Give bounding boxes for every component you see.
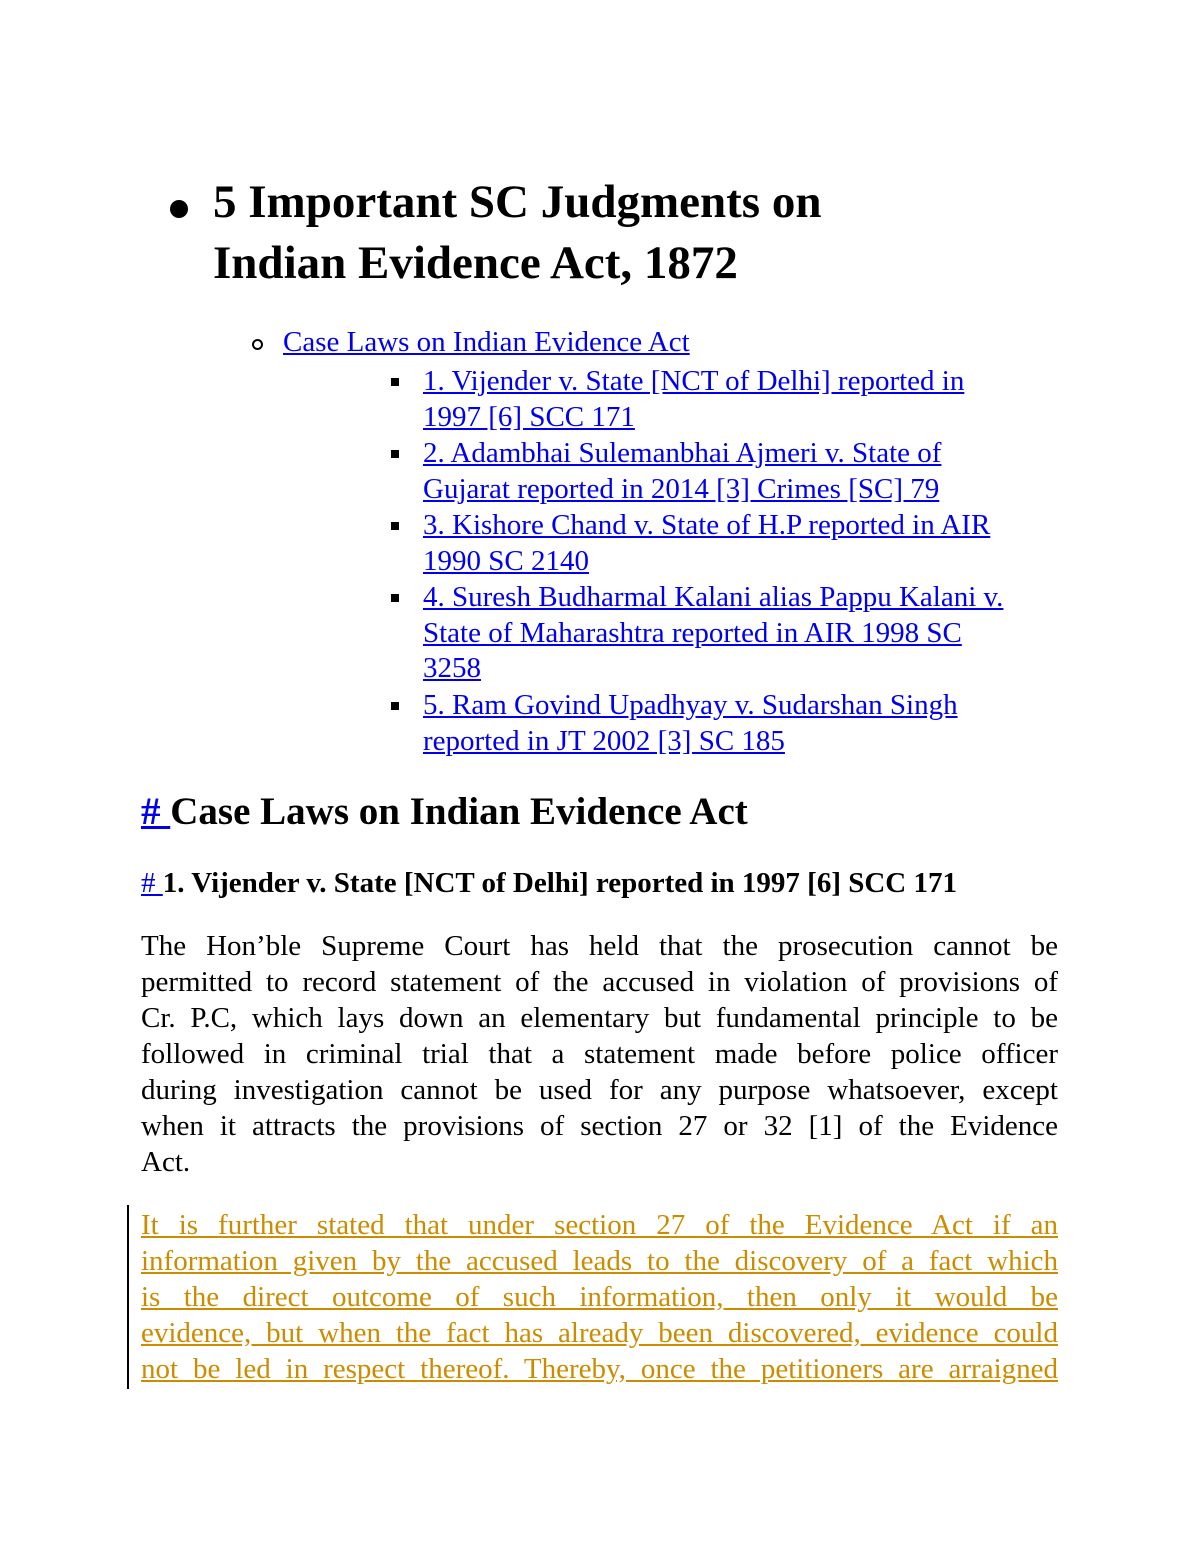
paragraph-line: permitted to record statement of the accused in violation of provisions of xyxy=(141,966,1058,998)
document-title xyxy=(213,172,1033,294)
toc-link-line: 5. Ram Govind Upadhyay v. Sudarshan Singh xyxy=(423,689,958,721)
toc-link-case-laws[interactable]: Case Laws on Indian Evidence Act xyxy=(283,326,690,358)
toc-link-line: 3. Kishore Chand v. State of H.P reported in AIR xyxy=(423,509,991,541)
paragraph-line: during investigation cannot be used for any purpose whatsoever, except xyxy=(141,1074,1058,1106)
section-heading xyxy=(141,787,748,837)
square-bullet-icon xyxy=(391,594,399,602)
toc-link-case-4[interactable] xyxy=(423,580,1063,687)
toc-link-line: 1997 [6] SCC 171 xyxy=(423,400,635,433)
square-bullet-icon xyxy=(391,702,399,710)
toc-link-case-5[interactable] xyxy=(423,688,1063,759)
toc-link-case-3[interactable] xyxy=(423,508,1063,579)
bullet-icon xyxy=(170,200,188,218)
tracked-line: evidence, but when the fact has already been discovered, evidence could xyxy=(141,1317,1058,1349)
paragraph-line: when it attracts the provisions of section 27 or 32 [1] of the Evidence xyxy=(141,1110,1058,1142)
change-bar xyxy=(127,1205,129,1389)
title-line: 5 Important SC Judgments on xyxy=(213,176,822,228)
square-bullet-icon xyxy=(391,450,399,458)
toc-link-line: 2. Adambhai Sulemanbhai Ajmeri v. State of xyxy=(423,437,942,469)
tracked-line: information given by the accused leads to the discovery of a fact which xyxy=(141,1245,1058,1277)
case-anchor-link[interactable]: # xyxy=(141,867,163,899)
toc-link-line: 1. Vijender v. State [NCT of Delhi] reported in xyxy=(423,365,965,397)
tracked-line: not be led in respect thereof. Thereby, once the petitioners are arraigned xyxy=(141,1353,1058,1385)
case-heading-text: 1. Vijender v. State [NCT of Delhi] reported in 1997 [6] SCC 171 xyxy=(162,867,957,899)
case-heading xyxy=(141,864,957,902)
paragraph-line: followed in criminal trial that a statement made before police officer xyxy=(141,1038,1058,1070)
paragraph-line: Act. xyxy=(141,1146,191,1178)
toc-link-line: reported in JT 2002 [3] SC 185 xyxy=(423,724,785,757)
toc-link-line: 3258 xyxy=(423,652,481,684)
tracked-change-paragraph xyxy=(141,1207,1058,1387)
toc-link-line: 4. Suresh Budharmal Kalani alias Pappu Kalani v. xyxy=(423,581,1004,613)
toc-link-case-2[interactable] xyxy=(423,436,1063,507)
case-paragraph xyxy=(141,928,1058,1180)
square-bullet-icon xyxy=(391,378,399,386)
toc-link-line: Gujarat reported in 2014 [3] Crimes [SC] 79 xyxy=(423,472,940,505)
square-bullet-icon xyxy=(391,522,399,530)
paragraph-line: The Hon’ble Supreme Court has held that the prosecution cannot be xyxy=(141,930,1058,962)
toc-link-line: State of Maharashtra reported in AIR 1998 SC xyxy=(423,616,962,649)
toc-link-case-1[interactable] xyxy=(423,364,1063,435)
section-heading-text: Case Laws on Indian Evidence Act xyxy=(170,790,748,833)
hollow-bullet-icon xyxy=(252,339,263,350)
paragraph-line: Cr. P.C, which lays down an elementary but fundamental principle to be xyxy=(141,1002,1058,1034)
section-anchor-link[interactable]: # xyxy=(141,790,171,833)
title-line: Indian Evidence Act, 1872 xyxy=(213,237,738,289)
toc-link-line: 1990 SC 2140 xyxy=(423,544,589,577)
tracked-line: It is further stated that under section 27 of the Evidence Act if an xyxy=(141,1209,1058,1241)
tracked-line: is the direct outcome of such information, then only it would be xyxy=(141,1281,1058,1313)
